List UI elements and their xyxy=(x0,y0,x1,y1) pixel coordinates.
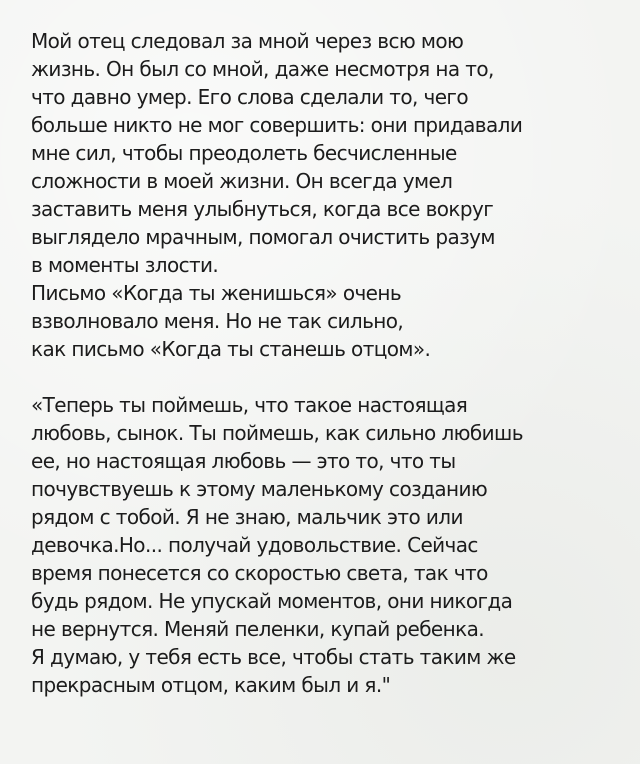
text-line: больше никто не мог совершить: они придавали xyxy=(31,113,523,137)
text-line: время понесется со скоростью света, так что xyxy=(31,561,488,585)
text-line: прекрасным отцом, каким был и я." xyxy=(31,673,391,697)
text-line: Письмо «Когда ты женишься» очень xyxy=(31,281,402,305)
paragraph-gap xyxy=(31,363,610,391)
text-line: что давно умер. Его слова сделали то, чего xyxy=(31,85,468,109)
text-line: рядом с тобой. Я не знаю, мальчик это или xyxy=(31,505,463,529)
text-line: любовь, сынок. Ты поймешь, как сильно любишь xyxy=(31,421,523,445)
text-line: Мой отец следовал за мной через всю мою xyxy=(31,29,464,53)
text-line: ее, но настоящая любовь — это то, что ты xyxy=(31,449,456,473)
text-line: будь рядом. Не упускай моментов, они никогда xyxy=(31,589,513,613)
text-line: девочка.Но... получай удовольствие. Сейчас xyxy=(31,533,478,557)
text-line: выглядело мрачным, помогал очистить разум xyxy=(31,225,495,249)
text-line: не вернутся. Меняй пеленки, купай ребенка. xyxy=(31,617,485,641)
text-line: сложности в моей жизни. Он всегда умел xyxy=(31,169,453,193)
text-line: жизнь. Он был со мной, даже несмотря на то, xyxy=(31,57,494,81)
text-line: как письмо «Когда ты станешь отцом». xyxy=(31,337,431,361)
text-line: взволновало меня. Но не так сильно, xyxy=(31,309,404,333)
paragraph-2 xyxy=(31,391,610,699)
text-line: Я думаю, у тебя есть все, чтобы стать таким же xyxy=(31,645,516,669)
text-line: «Теперь ты поймешь, что такое настоящая xyxy=(31,393,468,417)
text-line: в моменты злости. xyxy=(31,253,219,277)
text-line: мне сил, чтобы преодолеть бесчисленные xyxy=(31,141,457,165)
text-line: почувствуешь к этому маленькому созданию xyxy=(31,477,488,501)
paragraph-1 xyxy=(31,27,610,363)
text-line: заставить меня улыбнуться, когда все вокруг xyxy=(31,197,494,221)
